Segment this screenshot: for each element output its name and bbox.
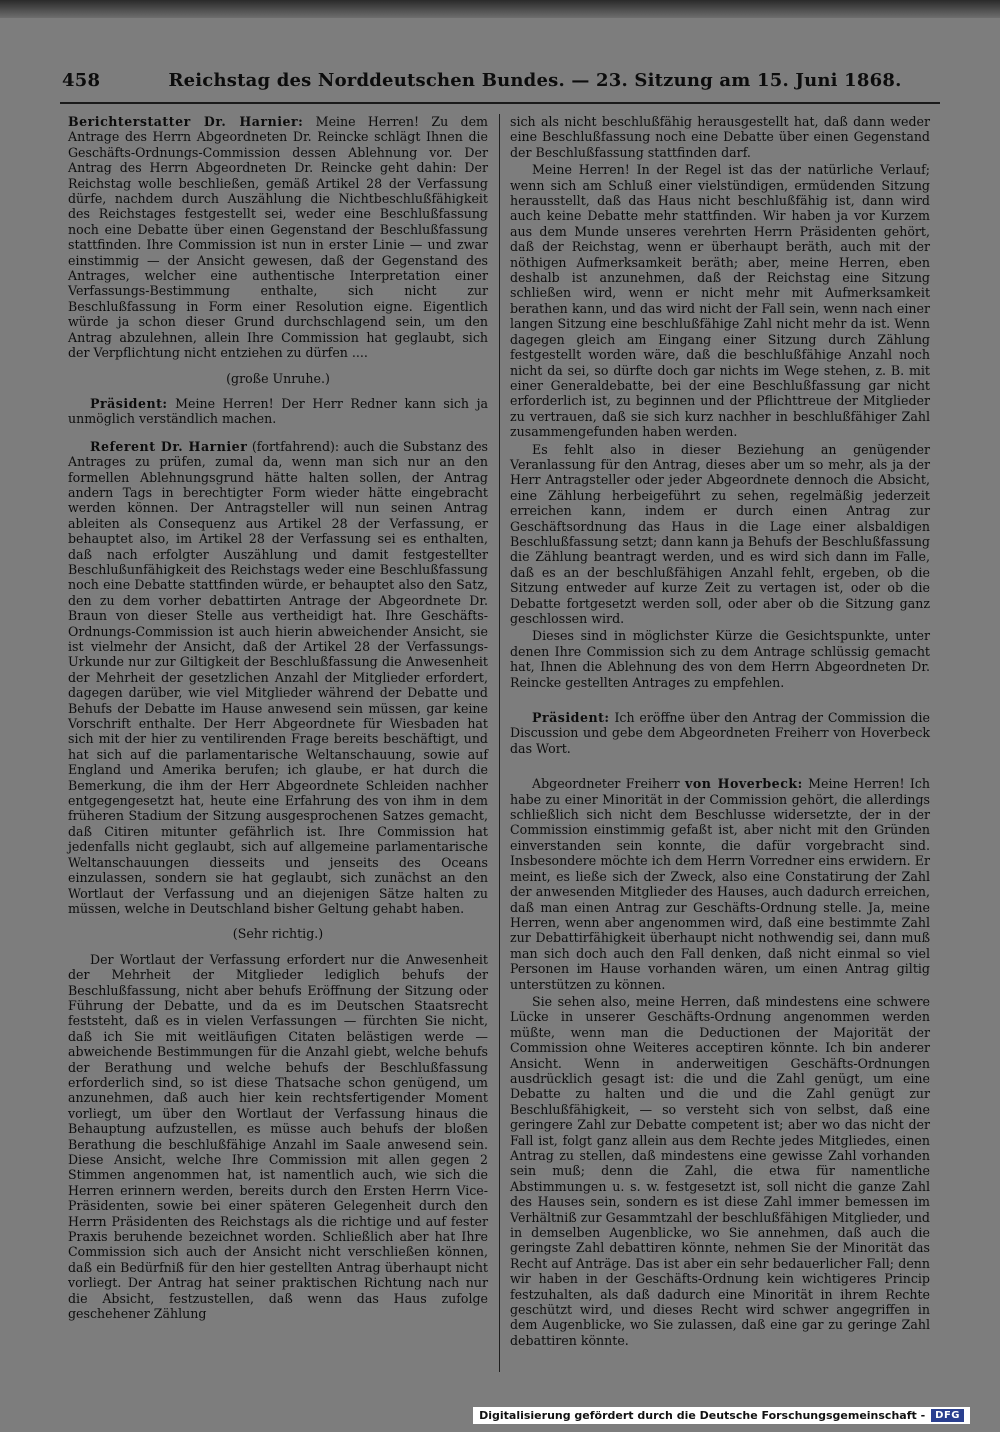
speaker-name: Referent Dr. Harnier: [90, 438, 248, 454]
speech-text: (fortfahrend): auch die Substanz des Antrages zu prüfen, zumal da, wenn man sich nur an den formellen Ablehnungsgrund hätte halten sollen, der Antrag andern Tags in berechtigter Form wieder hätte eingebracht werden können. Der Antragsteller will nun seinen Antrag ableiten als Consequenz aus Artikel 28 der Verfassung, er behauptet also, im Artikel 28 der Verfassung sei es enthalten, daß nach erfolgter Auszählung und damit festgestellter Beschlußunfähigkeit des Reichstags weder eine Beschlußfassung noch eine Debatte stattfinden würde, er behauptet also den Satz, den zu dem vorher debattirten Antrage der Abgeordnete Dr. Braun von dieser Stelle aus vertheidigt hat. Ihre Geschäfts-Ordnungs-Commission ist auch hierin abweichender Ansicht, sie ist vielmehr der Ansicht, daß der Artikel 28 der Verfassungs-Urkunde nur zur Giltigkeit der Beschlußfassung die Anwesenheit der Mehrheit der gesetzlichen Anzahl der Mitglieder erfordert, dagegen darüber, wie viel Mitglieder während der Debatte und Behufs der Debatte im Hause anwesend sein müssen, gar keine Vorschrift enthalte. Der Herr Abgeordnete für Wiesbaden hat sich mit der hier zu ventilirenden Frage bereits beschäftigt, und hat sich auf die parlamentarische Weltanschauung, sowie auf England und Amerika berufen; ich glaube, er hat durch die Bemerkung, die ihm der Herr Abgeordnete Schleiden nachher entgegengesetzt hat, heute eine Erfahrung des von ihm in dem früheren Stadium der Sitzung ausgesprochenen Satzes gemacht, daß Citiren mitunter gefährlich ist. Ihre Commission hat jedenfalls nicht geglaubt, sich auf allgemeine parlamentarische Weltanschauungen diesseits und jenseits des Oceans einzulassen, sondern sie hat geglaubt, sich zunächst an den Wortlaut der Verfassung und an diejenigen Sätze halten zu müssen, welche in Deutschland bisher Geltung gehabt haben.: [68, 438, 488, 916]
speaker-name: Berichterstatter Dr. Harnier:: [68, 114, 304, 129]
paragraph: [68, 114, 488, 361]
paragraph: [68, 439, 488, 917]
speaker-name: Präsident:: [90, 395, 168, 411]
speech-text: Meine Herren! Zu dem Antrage des Herrn Abgeordneten Dr. Reincke schlägt Ihnen die Geschäfts-Ordnungs-Commission dessen Ablehnung vor. Der Antrag des Herrn Abgeordneten Dr. Reincke geht dahin: Der Reichstag wolle beschließen, gemäß Artikel 28 der Verfassung dürfe, nachdem durch Auszählung die Nichtbeschlußfähigkeit des Reichstages festgestellt sei, weder eine Beschlußfassung noch eine Debatte über einen Gegenstand der Beschlußfassung stattfinden. Ihre Commission ist nun in erster Linie — und zwar einstimmig — der Ansicht gewesen, daß der Gegenstand des Antrages, welcher eine authentische Interpretation einer Verfassungs-Bestimmung enthalte, sich nicht zur Beschlußfassung in Form einer Resolution eigne. Eigentlich würde ja schon dieser Grund durchschlagend sein, um den Antrag abzulehnen, allein Ihre Commission hat geglaubt, sich der Verpflichtung nicht entziehen zu dürfen ....: [68, 114, 488, 361]
header-rule: [60, 102, 940, 104]
speech-text: Ich eröffne über den Antrag der Commission die Discussion und gebe dem Abgeordneten Freiherr von Hoverbeck das Wort.: [510, 710, 930, 756]
paragraph: [510, 710, 930, 756]
scan-edge: [0, 0, 1000, 18]
paragraph: Der Wortlaut der Verfassung erfordert nur die Anwesenheit der Mehrheit der Mitglieder lediglich behufs der Beschlußfassung, nicht aber behufs Eröffnung der Sitzung oder Führung der Debatte, und da es im Deutschen Staatsrecht feststeht, daß es in vielen Verfassungen — fürchten Sie nicht, daß ich Sie mit weitläufigen Citaten belästigen werde — abweichende Bestimmungen für die Anzahl giebt, welche behufs der Berathung und welche behufs der Beschlußfassung erforderlich sind, so ist diese Thatsache schon genügend, um anzunehmen, daß auch hier kein rechtsfertigender Moment vorliegt, um über den Wortlaut der Verfassung hinaus die Behauptung aufzustellen, es müsse auch behufs der bloßen Berathung die beschlußfähige Anzahl im Saale anwesend sein. Diese Ansicht, welche Ihre Commission mit allen gegen 2 Stimmen angenommen hat, ist namentlich auch, wie sich die Herren erinnern werden, bereits durch den Ersten Herrn Vice-Präsidenten, sowie bei einer späteren Gelegenheit durch den Herrn Präsidenten des Reichstags als die richtige und auf fester Praxis beruhende bezeichnet worden. Schließlich aber hat Ihre Commission sich auch der Ansicht nicht verschließen können, daß ein Bedürfniß für den hier gestellten Antrag überhaupt nicht vorliegt. Der Antrag hat seiner praktischen Richtung nach nur die Absicht, festzustellen, daß wenn das Haus zufolge geschehener Zählung: [68, 951, 488, 1322]
paragraph: Sie sehen also, meine Herren, daß mindestens eine schwere Lücke in unserer Geschäfts-Ordnung angenommen werden müßte, wenn man die Deductionen der Majorität der Commission ohne Weiteres acceptiren könnte. Ich bin anderer Ansicht. Wenn in anderweitigen Geschäfts-Ordnungen ausdrücklich gesagt ist: die und die Zahl genügt, um eine Debatte zu halten und die und die Zahl genügt zur Beschlußfähigkeit, — so versteht sich von selbst, daß eine geringere Zahl zur Debatte competent ist; aber wo das nicht der Fall ist, folgt ganz allein aus dem Rechte jedes Mitgliedes, einen Antrag zu stellen, daß mindestens eine gewisse Zahl vorhanden sein muß; denn die Zahl, die etwa für namentliche Abstimmungen u. s. w. festgesetzt ist, soll nicht die ganze Zahl des Hauses sein, sondern es ist diese Zahl immer bemessen im Verhältniß zur Gesammtzahl der beschlußfähigen Mitglieder, und in demselben Augenblicke, wo Sie annehmen, daß auch die geringste Zahl debattiren könnte, nehmen Sie der Minorität das Recht auf Anträge. Das ist aber ein sehr bedauerlicher Fall; denn wir haben in der Geschäfts-Ordnung kein wichtigeres Princip festzuhalten, als daß dadurch eine Minorität in ihrem Rechte geschützt wird, und dieses Recht wird schwer angegriffen in dem Augenblicke, wo Sie zulassen, daß eine gar zu geringe Zahl debattiren könnte.: [510, 993, 930, 1348]
interjection: (Sehr richtig.): [232, 926, 324, 942]
credit-text: Digitalisierung gefördert durch die Deutsche Forschungsgemeinschaft -: [479, 1409, 926, 1422]
page-number: 458: [62, 70, 101, 91]
dfg-logo: DFG: [931, 1409, 964, 1422]
left-column: [68, 114, 488, 1323]
speaker-name: Präsident:: [532, 710, 610, 726]
paragraph: [68, 396, 488, 427]
page-header: [62, 70, 938, 100]
speaker-name: von Hoverbeck:: [685, 776, 803, 792]
speech-text: Meine Herren! Der Herr Redner kann sich ja unmöglich verständlich machen.: [68, 395, 488, 427]
speaker-lead: Abgeordneter Freiherr: [532, 776, 680, 792]
speech-text: Meine Herren! Ich habe zu einer Minorität in der Commission gehört, die allerdings schließlich sich nicht dem Beschlusse widersetzte, der in der Commission einstimmig gefaßt ist, aber nicht mit den Gründen einverstanden sein konnte, die dafür vorgebracht sind. Insbesondere möchte ich dem Herrn Vorredner eins erwidern. Er meint, es ließe sich der Zweck, also eine Constatirung der Zahl der anwesenden Mitglieder des Hauses, auch dadurch erreichen, daß man einen Antrag zur Geschäfts-Ordnung stelle. Ja, meine Herren, wenn aber angenommen wird, daß eine bestimmte Zahl zur Debattirfähigkeit überhaupt nicht nothwendig sei, dann muß man sich doch auch den Fall denken, daß nicht einmal so viel Personen im Hause vorhanden wären, um einen Antrag giltig unterstützen zu können.: [510, 776, 930, 992]
paragraph: Dieses sind in möglichster Kürze die Gesichtspunkte, unter denen Ihre Commission sich zu dem Antrage schlüssig gemacht hat, Ihnen die Ablehnung des von dem Herrn Abgeordneten Dr. Reincke gestellten Antrages zu empfehlen.: [510, 628, 930, 690]
interjection: (große Unruhe.): [226, 370, 330, 386]
right-column: [510, 114, 930, 1350]
paragraph: [510, 776, 930, 992]
paragraph: sich als nicht beschlußfähig herausgestellt hat, daß dann weder eine Beschlußfassung noch eine Debatte über einen Gegenstand der Beschlußfassung stattfinden darf.: [510, 114, 930, 160]
column-divider: [499, 114, 500, 1372]
paragraph: Meine Herren! In der Regel ist das der natürliche Verlauf; wenn sich am Schluß einer vielstündigen, ermüdenden Sitzung herausstellt, daß das Haus nicht beschlußfähig ist, dann wird auch keine Debatte mehr stattfinden. Wir haben ja vor Kurzem aus dem Munde unseres verehrten Herrn Präsidenten gehört, daß der Reichstag, wenn er überhaupt beräth, auch mit der nöthigen Aufmerksamkeit beräth; aber, meine Herren, eben deshalb ist anzunehmen, daß der Reichstag eine Sitzung schließen wird, wenn er nicht mehr mit Aufmerksamkeit berathen kann, und das wird nicht der Fall sein, wenn nach einer langen Sitzung eine beschlußfähige Zahl nicht mehr da ist. Wenn dagegen gleich am Eingang einer Sitzung durch Zählung festgestellt worden wäre, daß die beschlußfähige Anzahl noch nicht da sei, so dürfte doch gar nichts im Wege stehen, z. B. mit einer Generaldebatte, bei der eine Beschlußfassung gar nicht erforderlich ist, zu beginnen und der Pflichttreue der Mitglieder zu vertrauen, daß sie sich kurz nachher in beschlußfähiger Zahl zusammengefunden haben werden.: [510, 162, 930, 440]
running-title: Reichstag des Norddeutschen Bundes. — 23. Sitzung am 15. Juni 1868.: [168, 70, 902, 91]
paragraph: Es fehlt also in dieser Beziehung an genügender Veranlassung für den Antrag, dieses aber um so mehr, als ja der Herr Antragsteller oder jeder Abgeordnete dennoch die Absicht, eine Zählung herbeigeführt zu sehen, regelmäßig jederzeit erreichen kann, indem er durch einen Antrag zur Geschäftsordnung das Haus in die Lage einer alsbaldigen Beschlußfassung setzt; dann kann ja Behufs der Beschlußfassung die Zählung beantragt werden, und es wird sich dann im Falle, daß es an der beschlußfähigen Anzahl fehlt, ergeben, ob die Sitzung entweder auf kurze Zeit zu vertagen ist, oder ob die Debatte fortgesetzt werden soll, oder aber ob die Sitzung ganz geschlossen wird.: [510, 441, 930, 626]
digitization-credit: [473, 1407, 970, 1424]
